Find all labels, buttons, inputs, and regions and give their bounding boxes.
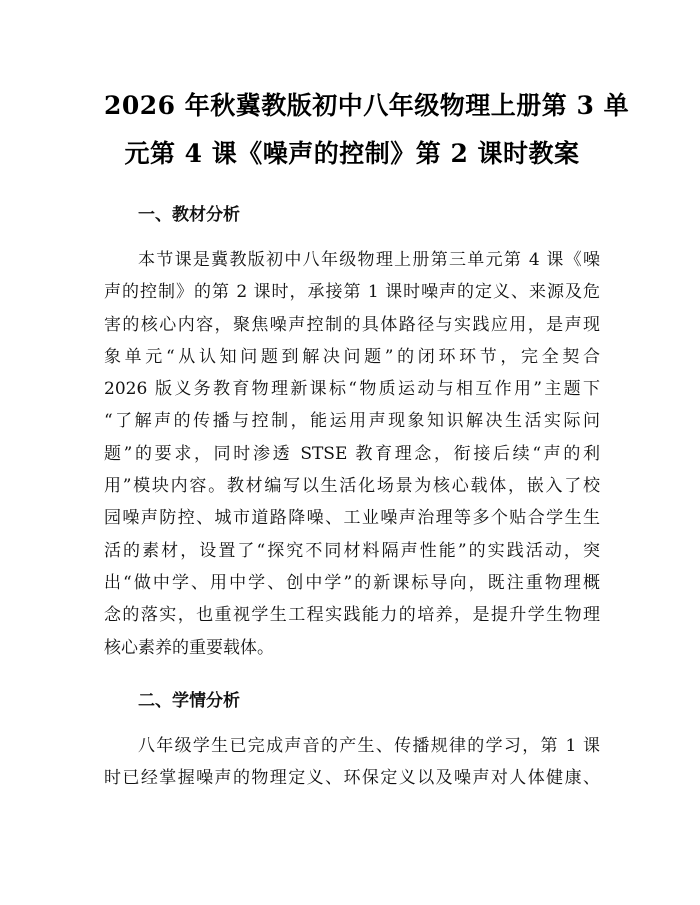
- paragraph-line: 园噪声防控、城市道路降噪、工业噪声治理等多个贴合学生生: [104, 508, 600, 529]
- paragraph-line: 本节课是冀教版初中八年级物理上册第三单元第 4 课《噪: [138, 250, 600, 270]
- paragraph-line: 核心素养的重要载体。: [104, 637, 274, 658]
- paragraph-line: 2026 版义务教育物理新课标“物质运动与相互作用”主题下: [104, 379, 600, 400]
- paragraph-student-analysis: [104, 730, 600, 795]
- paragraph-line: 八年级学生已完成声音的产生、传播规律的学习，第 1 课: [138, 735, 600, 756]
- document-title: [104, 82, 630, 178]
- title-line: 元第 4 课《噪声的控制》第 2 课时教案: [124, 139, 580, 168]
- paragraph-line: 题”的要求，同时渗透 STSE 教育理念，衔接后续“声的利: [104, 443, 600, 464]
- paragraph-line: 活的素材，设置了“探究不同材料隔声性能”的实践活动，突: [104, 540, 600, 561]
- title-line: 2026 年秋冀教版初中八年级物理上册第 3 单: [104, 91, 630, 120]
- paragraph-line: 用”模块内容。教材编写以生活化场景为核心载体，嵌入了校: [104, 476, 600, 497]
- paragraph-line: 象单元“从认知问题到解决问题”的闭环环节，完全契合: [104, 346, 600, 367]
- paragraph-line: 念的落实，也重视学生工程实践能力的培养，是提升学生物理: [104, 605, 600, 626]
- section-heading-textbook-analysis: 一、教材分析: [138, 205, 240, 225]
- paragraph-line: 出“做中学、用中学、创中学”的新课标导向，既注重物理概: [104, 572, 600, 593]
- paragraph-textbook-analysis: [104, 244, 600, 664]
- paragraph-line: 时已经掌握噪声的物理定义、环保定义以及噪声对人体健康、: [104, 768, 600, 789]
- paragraph-line: “了解声的传播与控制，能运用声现象知识解决生活实际问: [104, 411, 600, 432]
- paragraph-line: 声的控制》的第 2 课时，承接第 1 课时噪声的定义、来源及危: [104, 282, 600, 303]
- section-heading-student-analysis: 二、学情分析: [138, 690, 240, 711]
- paragraph-line: 害的核心内容，聚焦噪声控制的具体路径与实践应用，是声现: [104, 314, 600, 335]
